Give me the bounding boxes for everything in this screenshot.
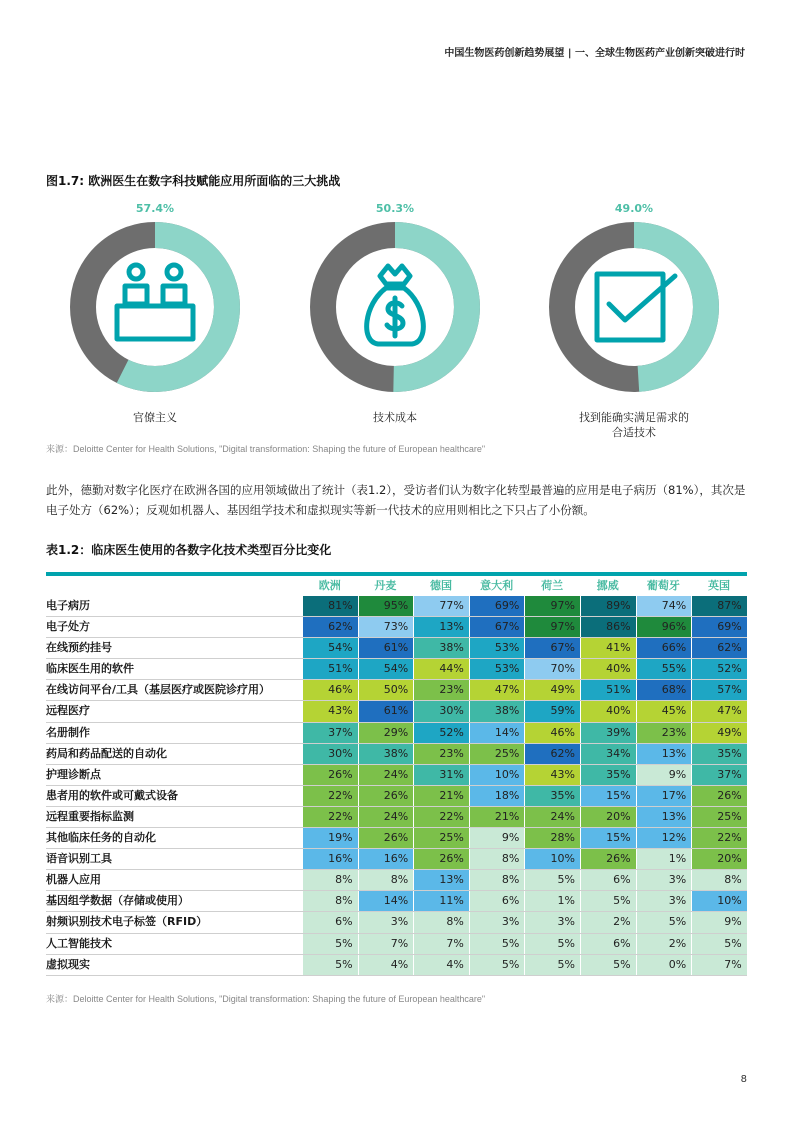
table-cell: 89% <box>580 596 636 616</box>
row-label: 人工智能技术 <box>46 936 112 950</box>
table-cell: 16% <box>302 849 358 869</box>
table-cell: 25% <box>691 807 747 827</box>
table-cell: 14% <box>358 891 414 911</box>
table-title: 表1.2：临床医生使用的各数字化技术类型百分比变化 <box>46 543 332 557</box>
table-cell: 9% <box>469 828 525 848</box>
figure-source: 来源：Deloitte Center for Health Solutions, "Digital transformation: Shaping the future of European healthcare" <box>46 444 486 454</box>
table-cell: 52% <box>413 723 469 743</box>
table-cell: 7% <box>691 955 747 975</box>
row-label: 在线预约挂号 <box>46 641 112 655</box>
table-cell: 26% <box>580 849 636 869</box>
table-cell: 51% <box>580 680 636 700</box>
table-cell: 23% <box>636 723 692 743</box>
table-row <box>46 891 747 912</box>
table-cell: 43% <box>524 765 580 785</box>
donut-percent-label: 57.4% <box>135 202 175 215</box>
row-label: 名册制作 <box>46 725 90 739</box>
table-cell: 8% <box>302 891 358 911</box>
table-cell: 43% <box>302 701 358 721</box>
table-cell: 6% <box>302 912 358 932</box>
donut-ring <box>306 218 484 396</box>
table-row <box>46 870 747 891</box>
table-cell: 37% <box>302 723 358 743</box>
table-cell: 24% <box>358 807 414 827</box>
table-cell: 69% <box>691 617 747 637</box>
table-cell: 57% <box>691 680 747 700</box>
table-cell: 21% <box>469 807 525 827</box>
row-label: 在线访问平台/工具（基层医疗或医院诊疗用） <box>46 683 271 697</box>
checkbox-icon <box>597 274 675 340</box>
table-cell: 68% <box>636 680 692 700</box>
table-row <box>46 596 747 617</box>
donut-label: 官僚主义 <box>133 411 177 424</box>
table-cell: 10% <box>691 891 747 911</box>
table-cell: 21% <box>413 786 469 806</box>
table-cell: 25% <box>469 744 525 764</box>
table-cell: 7% <box>358 934 414 954</box>
table-row <box>46 955 747 976</box>
donut-ring <box>545 218 723 396</box>
running-header: 中国生物医药创新趋势展望 | 一、全球生物医药产业创新突破进行时 <box>444 48 745 59</box>
table-cell: 13% <box>413 870 469 890</box>
table-cell: 38% <box>469 701 525 721</box>
table-cell: 67% <box>524 638 580 658</box>
table-cell: 22% <box>413 807 469 827</box>
table-cell: 47% <box>469 680 525 700</box>
table-header-row <box>46 576 747 596</box>
table-cell: 49% <box>524 680 580 700</box>
table-cell: 73% <box>358 617 414 637</box>
column-header: 英国 <box>707 579 730 592</box>
table-row <box>46 723 747 744</box>
table-cell: 5% <box>580 955 636 975</box>
column-header: 荷兰 <box>541 579 564 592</box>
table-cell: 29% <box>358 723 414 743</box>
table-cell: 4% <box>358 955 414 975</box>
table-cell: 5% <box>302 955 358 975</box>
table-row <box>46 828 747 849</box>
row-label: 患者用的软件或可戴式设备 <box>46 788 178 802</box>
table-cell: 97% <box>524 596 580 616</box>
table-cell: 96% <box>636 617 692 637</box>
table-cell: 24% <box>524 807 580 827</box>
table-cell: 25% <box>413 828 469 848</box>
table-cell: 5% <box>524 955 580 975</box>
table-cell: 62% <box>691 638 747 658</box>
column-header: 挪威 <box>596 579 619 592</box>
table-cell: 13% <box>636 807 692 827</box>
table-cell: 47% <box>691 701 747 721</box>
table-cell: 40% <box>580 701 636 721</box>
table-cell: 6% <box>580 870 636 890</box>
office-desk-people-icon <box>117 265 193 339</box>
donut-label: 技术成本 <box>373 411 417 424</box>
figure-title: 图1.7: 欧洲医生在数字科技赋能应用所面临的三大挑战 <box>46 174 341 188</box>
table-row <box>46 786 747 807</box>
row-label: 护理诊断点 <box>46 767 101 781</box>
row-label: 电子处方 <box>46 620 90 634</box>
donut-chart-bureaucracy <box>66 200 244 425</box>
table-cell: 31% <box>413 765 469 785</box>
table-cell: 3% <box>636 870 692 890</box>
table-cell: 3% <box>524 912 580 932</box>
row-label: 药局和药品配送的自动化 <box>46 746 167 760</box>
table-row <box>46 680 747 701</box>
table-cell: 74% <box>636 596 692 616</box>
table-cell: 6% <box>580 934 636 954</box>
table-cell: 61% <box>358 701 414 721</box>
table-cell: 3% <box>636 891 692 911</box>
table-cell: 66% <box>636 638 692 658</box>
table-cell: 30% <box>302 744 358 764</box>
table-row <box>46 638 747 659</box>
table-cell: 52% <box>691 659 747 679</box>
table-cell: 22% <box>302 807 358 827</box>
table-cell: 5% <box>469 934 525 954</box>
table-cell: 62% <box>302 617 358 637</box>
row-label: 远程医疗 <box>46 704 90 718</box>
table-cell: 59% <box>524 701 580 721</box>
data-table <box>46 576 747 976</box>
donut-ring <box>66 218 244 396</box>
table-cell: 8% <box>413 912 469 932</box>
table-cell: 8% <box>358 870 414 890</box>
table-cell: 87% <box>691 596 747 616</box>
table-body <box>46 596 747 976</box>
table-cell: 23% <box>413 680 469 700</box>
table-cell: 45% <box>636 701 692 721</box>
table-row <box>46 744 747 765</box>
table-cell: 1% <box>524 891 580 911</box>
table-cell: 3% <box>358 912 414 932</box>
table-cell: 0% <box>636 955 692 975</box>
row-label: 远程重要指标监测 <box>46 809 134 823</box>
table-cell: 19% <box>302 828 358 848</box>
table-cell: 49% <box>691 723 747 743</box>
table-cell: 26% <box>358 786 414 806</box>
table-cell: 40% <box>580 659 636 679</box>
table-cell: 22% <box>302 786 358 806</box>
table-row <box>46 807 747 828</box>
table-cell: 97% <box>524 617 580 637</box>
row-label: 机器人应用 <box>46 873 101 887</box>
table-row <box>46 765 747 786</box>
table-cell: 8% <box>469 849 525 869</box>
table-cell: 10% <box>524 849 580 869</box>
table-cell: 51% <box>302 659 358 679</box>
table-cell: 38% <box>413 638 469 658</box>
table-cell: 1% <box>636 849 692 869</box>
table-cell: 35% <box>524 786 580 806</box>
donut-percent-label: 50.3% <box>375 202 415 215</box>
donut-percent-label: 49.0% <box>614 202 654 215</box>
table-cell: 35% <box>691 744 747 764</box>
table-cell: 26% <box>302 765 358 785</box>
table-cell: 34% <box>580 744 636 764</box>
table-cell: 5% <box>302 934 358 954</box>
table-cell: 30% <box>413 701 469 721</box>
table-row <box>46 912 747 933</box>
row-label: 语音识别工具 <box>46 852 112 866</box>
table-cell: 11% <box>413 891 469 911</box>
table-cell: 26% <box>691 786 747 806</box>
table-cell: 46% <box>302 680 358 700</box>
column-header: 丹麦 <box>374 579 397 592</box>
table-cell: 4% <box>413 955 469 975</box>
table-cell: 44% <box>413 659 469 679</box>
table-cell: 41% <box>580 638 636 658</box>
table-cell: 3% <box>469 912 525 932</box>
table-cell: 5% <box>524 934 580 954</box>
table-cell: 2% <box>580 912 636 932</box>
donut-label: 找到能确实满足需求的合适技术 <box>579 411 689 439</box>
table-row <box>46 701 747 722</box>
donut-chart-tech-cost <box>306 200 484 425</box>
body-paragraph: 此外，德勤对数字化医疗在欧洲各国的应用领域做出了统计（表1.2），受访者们认为数字化转型最普遍的应用是电子病历（81%），其次是电子处方（62%）；反观如机器人、基因组学技术和虚拟现实等新一代技术的应用则相比之下只占了小份额。 <box>46 483 746 517</box>
table-cell: 77% <box>413 596 469 616</box>
column-header: 德国 <box>429 579 452 592</box>
table-cell: 95% <box>358 596 414 616</box>
table-cell: 53% <box>469 659 525 679</box>
table-cell: 15% <box>580 786 636 806</box>
table-cell: 13% <box>413 617 469 637</box>
row-label: 虚拟现实 <box>46 957 90 971</box>
page-number: 8 <box>740 1074 747 1085</box>
table-cell: 23% <box>413 744 469 764</box>
table-cell: 24% <box>358 765 414 785</box>
table-cell: 7% <box>413 934 469 954</box>
column-header: 意大利 <box>480 579 514 592</box>
donut-chart-suitable-tech <box>545 200 723 440</box>
table-cell: 28% <box>524 828 580 848</box>
table-cell: 9% <box>636 765 692 785</box>
table-cell: 14% <box>469 723 525 743</box>
table-cell: 8% <box>302 870 358 890</box>
table-row <box>46 617 747 638</box>
table-cell: 61% <box>358 638 414 658</box>
table-cell: 15% <box>580 828 636 848</box>
table-cell: 86% <box>580 617 636 637</box>
table-cell: 81% <box>302 596 358 616</box>
table-cell: 37% <box>691 765 747 785</box>
table-cell: 20% <box>691 849 747 869</box>
table-cell: 5% <box>469 955 525 975</box>
table-source: 来源：Deloitte Center for Health Solutions, "Digital transformation: Shaping the future of European healthcare" <box>46 994 486 1004</box>
table-header-spacer <box>46 576 302 596</box>
table-cell: 54% <box>302 638 358 658</box>
row-label: 电子病历 <box>46 599 90 612</box>
table-cell: 53% <box>469 638 525 658</box>
column-header: 葡萄牙 <box>646 579 680 592</box>
row-label: 基因组学数据（存储或使用） <box>46 894 189 908</box>
table-cell: 62% <box>524 744 580 764</box>
table-row <box>46 659 747 680</box>
table-cell: 10% <box>469 765 525 785</box>
column-header: 欧洲 <box>318 579 341 592</box>
table-cell: 5% <box>580 891 636 911</box>
table-cell: 5% <box>524 870 580 890</box>
table-cell: 55% <box>636 659 692 679</box>
table-cell: 69% <box>469 596 525 616</box>
table-cell: 2% <box>636 934 692 954</box>
table-cell: 5% <box>636 912 692 932</box>
table-cell: 20% <box>580 807 636 827</box>
table-cell: 54% <box>358 659 414 679</box>
table-row <box>46 934 747 955</box>
table-cell: 9% <box>691 912 747 932</box>
table-cell: 35% <box>580 765 636 785</box>
row-label: 其他临床任务的自动化 <box>46 831 156 845</box>
table-cell: 50% <box>358 680 414 700</box>
table-cell: 22% <box>691 828 747 848</box>
table-cell: 17% <box>636 786 692 806</box>
table-row <box>46 849 747 870</box>
row-label: 临床医生用的软件 <box>46 662 134 676</box>
table-cell: 46% <box>524 723 580 743</box>
table-cell: 39% <box>580 723 636 743</box>
table-cell: 67% <box>469 617 525 637</box>
table-cell: 16% <box>358 849 414 869</box>
money-bag-icon <box>367 266 424 344</box>
row-label: 射频识别技术电子标签（RFID） <box>46 915 208 929</box>
table-cell: 12% <box>636 828 692 848</box>
table-cell: 5% <box>691 934 747 954</box>
table-cell: 26% <box>413 849 469 869</box>
table-cell: 18% <box>469 786 525 806</box>
table-cell: 38% <box>358 744 414 764</box>
table-cell: 8% <box>469 870 525 890</box>
table-cell: 13% <box>636 744 692 764</box>
table-cell: 70% <box>524 659 580 679</box>
table-cell: 6% <box>469 891 525 911</box>
table-cell: 8% <box>691 870 747 890</box>
table-cell: 26% <box>358 828 414 848</box>
